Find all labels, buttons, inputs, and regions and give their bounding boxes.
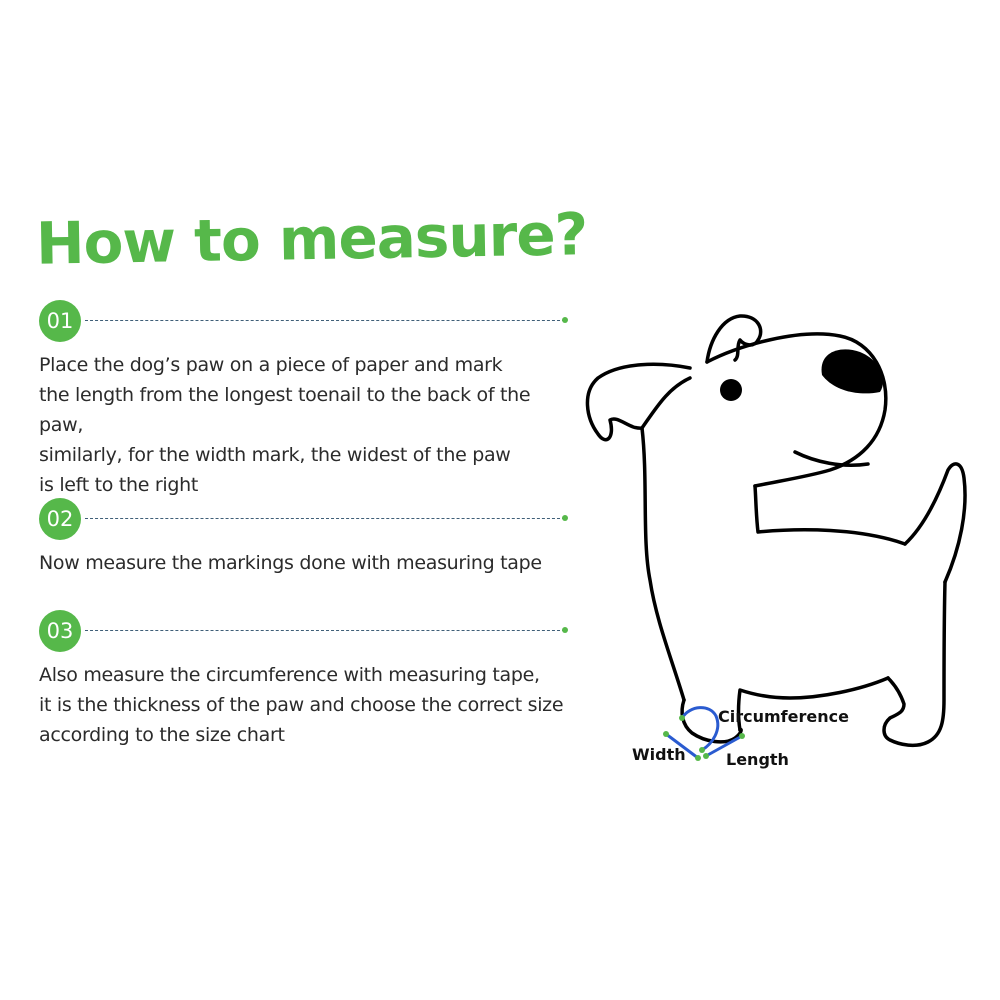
step-number-badge: 02: [39, 498, 81, 540]
step-1-text: Place the dog’s paw on a piece of paper and mark the length from the longest toenail to the back of the paw, similarly, for the width mark, the widest of the paw is left to the right: [39, 354, 531, 496]
dog-eye: [720, 379, 742, 401]
dog-illustration: [570, 300, 990, 780]
step-3-header: [39, 610, 579, 652]
dog-chest: [755, 486, 905, 544]
step-3-text: Also measure the circumference with measuring tape, it is the thickness of the paw and choose the correct size according to the size chart: [39, 664, 564, 746]
dashed-divider: [85, 320, 565, 321]
step-number-badge: 03: [39, 610, 81, 652]
divider-end-dot: [562, 515, 568, 521]
dashed-divider: [85, 630, 565, 631]
dog-back-leg: [884, 582, 945, 745]
dog-neck-back: [642, 428, 684, 700]
measure-dot: [679, 715, 685, 721]
measure-dot: [695, 755, 701, 761]
step-2-header: [39, 498, 579, 540]
step-1: [39, 300, 579, 500]
dog-tail: [905, 464, 965, 582]
dog-ear-left: [587, 364, 690, 439]
divider-end-dot: [562, 627, 568, 633]
step-3: [39, 610, 579, 750]
measure-dot: [699, 747, 705, 753]
dashed-divider: [85, 518, 565, 519]
measure-dot: [703, 753, 709, 759]
dog-smile: [795, 452, 868, 465]
step-2-text: Now measure the markings done with measuring tape: [39, 552, 542, 574]
measure-dot: [739, 733, 745, 739]
step-number-badge: 01: [39, 300, 81, 342]
measure-dot: [663, 731, 669, 737]
step-1-header: [39, 300, 579, 342]
divider-end-dot: [562, 317, 568, 323]
width-label: Width: [632, 745, 686, 764]
length-label: Length: [726, 750, 789, 769]
step-2: [39, 498, 579, 578]
page-title: How to measure?: [35, 200, 588, 278]
dog-ear-right: [707, 316, 761, 362]
circumference-label: Circumference: [718, 707, 849, 726]
